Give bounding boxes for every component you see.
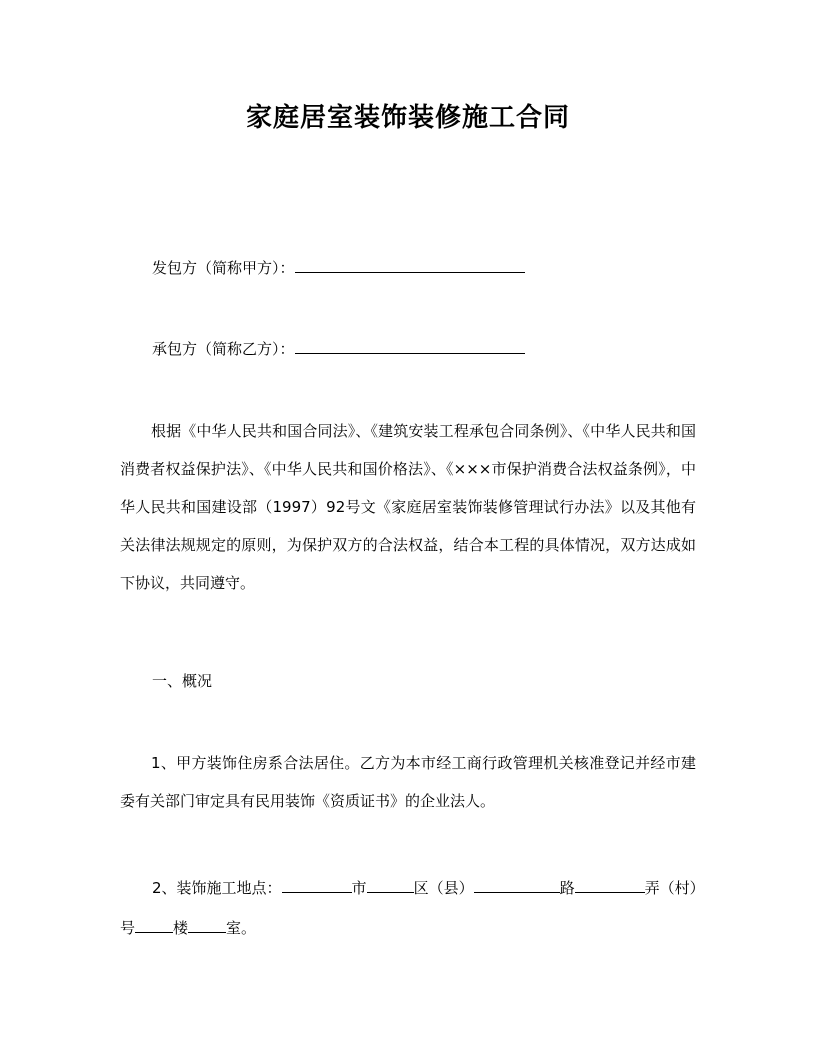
room-blank[interactable] [188, 918, 226, 933]
party-b-label: 承包方（简称乙方）： [152, 340, 295, 358]
clause-1: 1、甲方装饰住房系合法居住。乙方为本市经工商行政管理机关核准登记并经市建委有关部门审定具有民用装饰《资质证书》的企业法人。 [120, 754, 696, 810]
clause-2-prefix: 2、装饰施工地点： [152, 879, 282, 897]
document-title: 家庭居室装饰装修施工合同 [245, 103, 570, 133]
number-label: 号 [120, 919, 136, 937]
district-label: 区（县） [413, 879, 474, 897]
party-b-line [152, 339, 525, 359]
clause-2-line-2 [120, 918, 256, 938]
lane-blank[interactable] [575, 878, 645, 893]
lane-label: 弄（村） [644, 879, 705, 897]
road-blank[interactable] [474, 878, 560, 893]
party-a-line [152, 258, 525, 278]
road-label: 路 [559, 879, 575, 897]
clause-2-line-1 [152, 878, 705, 898]
city-blank[interactable] [282, 878, 352, 893]
room-label: 室。 [226, 919, 257, 937]
district-blank[interactable] [367, 878, 414, 893]
party-a-label: 发包方（简称甲方）： [152, 259, 295, 277]
party-b-blank[interactable] [295, 339, 525, 354]
intro-paragraph: 根据《中华人民共和国合同法》、《建筑安装工程承包合同条例》、《中华人民共和国消费者权益保护法》、《中华人民共和国价格法》、《×××市保护消费合法权益条例》，中华人民共和国建设部（1997）92号文《家庭居室装饰装修管理试行办法》以及其他有关法律法规规定的原则，为保护双方的合法权益，结合本工程的具体情况，双方达成如下协议，共同遵守。 [120, 422, 696, 592]
party-a-blank[interactable] [295, 258, 525, 273]
section-1-heading: 一、概况 [152, 672, 213, 690]
building-label: 楼 [173, 919, 189, 937]
city-label: 市 [351, 879, 367, 897]
building-blank[interactable] [135, 918, 173, 933]
